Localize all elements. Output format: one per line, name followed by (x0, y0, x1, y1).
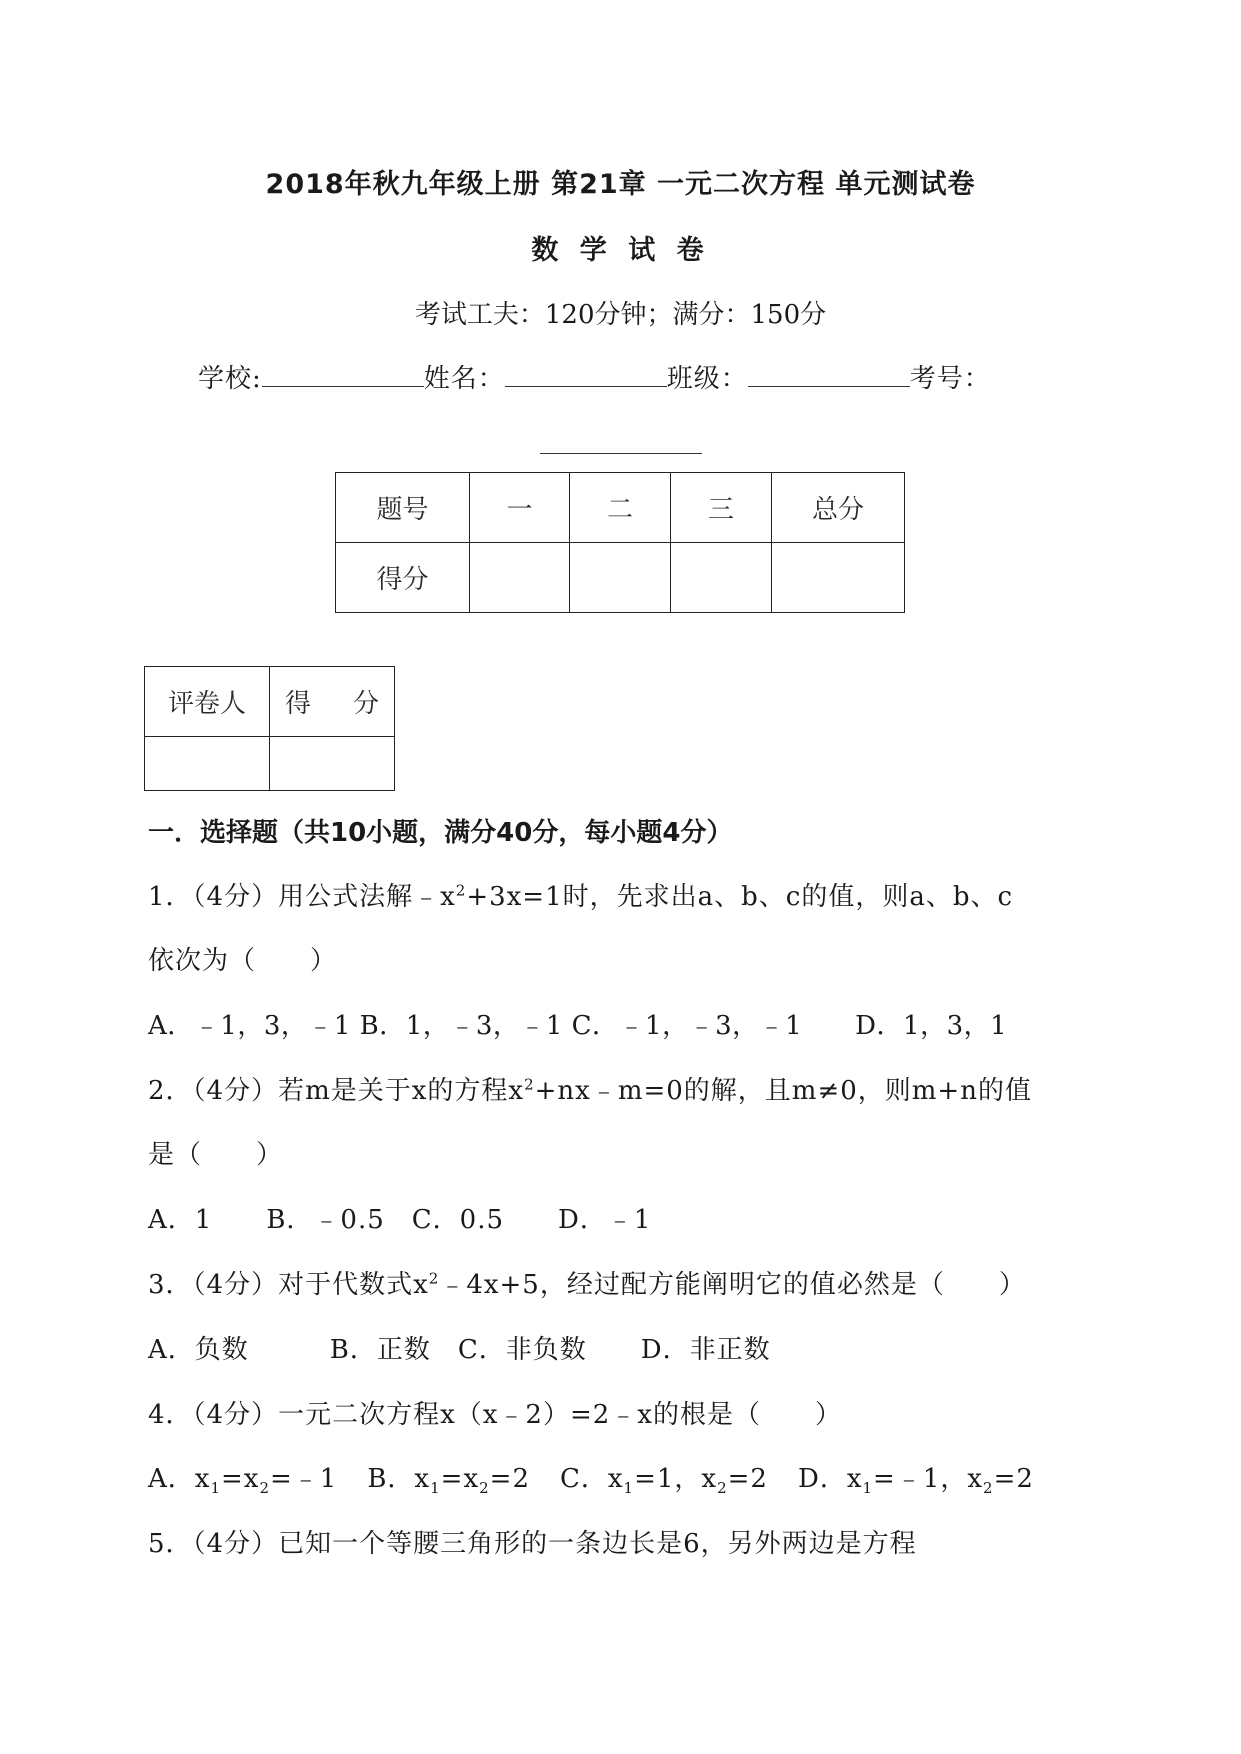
grader-score-cell[interactable] (270, 737, 395, 791)
question-number: 1．（4分） (148, 882, 279, 912)
info-fields-line (198, 358, 991, 395)
question-1-line-1 (148, 876, 1013, 913)
question-4-options (148, 1458, 1034, 1497)
question-3-options: A．负数 B．正数 C．非负数 D．非正数 (148, 1335, 771, 1365)
score-table-header-row (336, 473, 905, 543)
question-1-options: A．﹣1，3，﹣1 B．1，﹣3，﹣1 C．﹣1，﹣3，﹣1 D．1，3，1 (148, 1011, 1008, 1041)
score-input-cell[interactable] (570, 543, 671, 613)
question-text: ﹣4x+5，经过配方能阐明它的值必然是（ ） (439, 1270, 1026, 1300)
option-b: B．$x_1=x_2=2$ (367, 1464, 530, 1498)
score-header-cell: 总分 (772, 473, 905, 543)
question-text: 已知一个等腰三角形的一条边长是6，另外两边是方程 (278, 1529, 917, 1559)
name-label: 姓名： (423, 364, 505, 394)
score-row-label: 得分 (336, 543, 470, 613)
question-number: 3．（4分） (148, 1270, 279, 1300)
question-text: 一元二次方程x（x﹣2）=2﹣x的根是（ ） (278, 1400, 842, 1430)
question-5-line-1 (148, 1523, 917, 1560)
class-label: 班级： (666, 364, 748, 394)
score-table (335, 472, 905, 613)
superscript: 2 (524, 1075, 535, 1094)
question-number: 4．（4分） (148, 1400, 279, 1430)
exam-no-label: 考号： (909, 364, 991, 394)
question-text: +nx﹣m=0的解，且m≠0，则m+n的值 (534, 1076, 1032, 1106)
score-input-cell[interactable] (470, 543, 570, 613)
score-label-char: 分 (353, 689, 380, 719)
exam-title: 2018年秋九年级上册 第21章 一元二次方程 单元测试卷 (265, 169, 976, 200)
class-blank[interactable] (748, 386, 910, 387)
option-a: A．$x_1=x_2=﹣1$ (148, 1464, 338, 1498)
exam-no-blank[interactable] (540, 453, 702, 454)
question-2-options: A．1 B．﹣0.5 C．0.5 D．﹣1 (148, 1205, 652, 1235)
superscript: 2 (428, 1269, 440, 1288)
exam-subtitle: 数 学 试 卷 (531, 235, 710, 266)
grader-input-cell[interactable] (145, 737, 270, 791)
section-heading: 一．选择题（共10小题，满分40分，每小题4分） (148, 818, 733, 848)
grader-label: 评卷人 (145, 667, 270, 737)
question-text: 对于代数式x (278, 1270, 429, 1300)
name-blank[interactable] (505, 386, 667, 387)
question-4-line-1 (148, 1394, 842, 1431)
grader-header-row (145, 667, 395, 737)
score-input-cell[interactable] (671, 543, 772, 613)
question-number: 5．（4分） (148, 1529, 279, 1559)
score-header-cell: 一 (470, 473, 570, 543)
option-d: D．$x_1=﹣1$，$x_2=2$ (797, 1464, 1034, 1498)
grader-table (144, 666, 395, 791)
score-input-cell[interactable] (772, 543, 905, 613)
question-number: 2．（4分） (148, 1076, 279, 1106)
option-c: C．$x_1=1$，$x_2=2$ (559, 1464, 768, 1498)
superscript: 2 (455, 881, 467, 900)
question-text: 用公式法解﹣x (278, 882, 456, 912)
exam-info: 考试工夫：120分钟；满分：150分 (414, 300, 827, 330)
score-header-cell: 二 (570, 473, 671, 543)
question-1-line-2: 依次为（ ） (148, 946, 338, 976)
question-text: 若m是关于x的方程x (278, 1076, 525, 1106)
score-header-cell: 题号 (336, 473, 470, 543)
question-3-line-1 (148, 1264, 1026, 1301)
score-header-cell: 三 (671, 473, 772, 543)
score-label (270, 667, 395, 737)
school-label: 学校: (198, 364, 262, 394)
score-table-score-row (336, 543, 905, 613)
school-blank[interactable] (262, 386, 424, 387)
question-2-line-2: 是（ ） (148, 1140, 284, 1170)
score-label-char: 得 (284, 689, 311, 719)
question-text: +3x=1时，先求出a、b、c的值，则a、b、c (466, 882, 1014, 912)
grader-input-row (145, 737, 395, 791)
question-2-line-1 (148, 1070, 1032, 1107)
